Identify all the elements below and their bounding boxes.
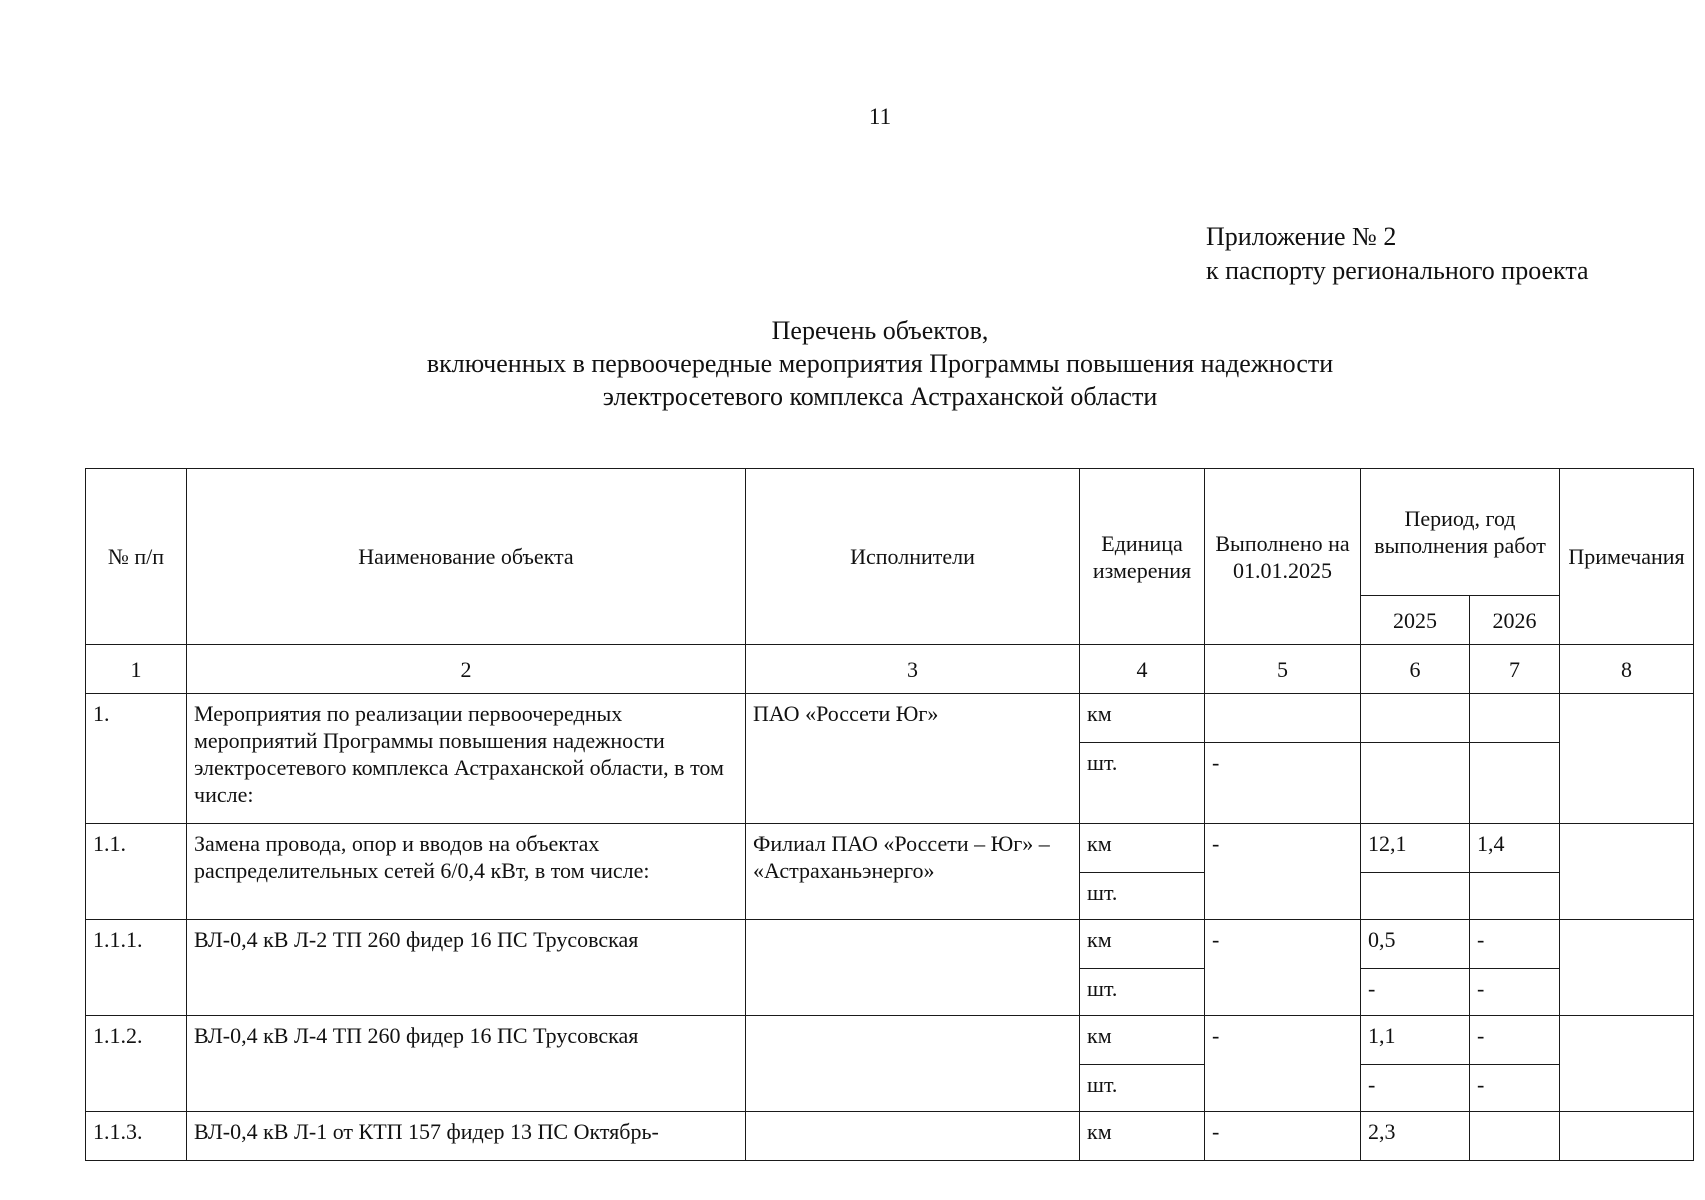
title-line-1: Перечень объектов, [771, 316, 989, 345]
column-number: 8 [1560, 645, 1694, 694]
row-2026-pcs: - [1470, 1065, 1560, 1112]
column-number: 5 [1205, 645, 1361, 694]
table-row [86, 694, 1694, 743]
header-period: Период, год выполнения работ [1361, 469, 1560, 596]
row-done: - [1205, 920, 1361, 1016]
row-name: ВЛ-0,4 кВ Л-2 ТП 260 фидер 16 ПС Трусовская [187, 920, 746, 1016]
appendix-line-1: Приложение № 2 [1206, 222, 1397, 251]
row-2026-km: - [1470, 1016, 1560, 1065]
row-executor [746, 1112, 1080, 1161]
row-2026-km [1470, 1112, 1560, 1161]
row-2025-pcs: - [1361, 969, 1470, 1016]
row-notes [1560, 920, 1694, 1016]
row-num: 1.1.3. [86, 1112, 187, 1161]
header-done: Выполнено на 01.01.2025 [1205, 469, 1361, 645]
row-2025-km: 0,5 [1361, 920, 1470, 969]
row-notes [1560, 1016, 1694, 1112]
row-unit-pcs: шт. [1080, 1065, 1205, 1112]
header-executors: Исполнители [746, 469, 1080, 645]
row-2025-km [1361, 694, 1470, 743]
column-number: 2 [187, 645, 746, 694]
row-name: ВЛ-0,4 кВ Л-1 от КТП 157 фидер 13 ПС Октябрь- [187, 1112, 746, 1161]
row-executor [746, 920, 1080, 1016]
row-unit-pcs: шт. [1080, 969, 1205, 1016]
row-done: - [1205, 824, 1361, 920]
row-notes [1560, 694, 1694, 824]
column-number: 3 [746, 645, 1080, 694]
row-done: - [1205, 1016, 1361, 1112]
row-2026-pcs [1470, 873, 1560, 920]
title-line-3: электросетевого комплекса Астраханской области [602, 382, 1158, 411]
appendix-note [1206, 220, 1589, 288]
appendix-line-2: к паспорту регионального проекта [1206, 256, 1589, 285]
row-2025-pcs [1361, 873, 1470, 920]
column-number: 4 [1080, 645, 1205, 694]
row-name: ВЛ-0,4 кВ Л-4 ТП 260 фидер 16 ПС Трусовская [187, 1016, 746, 1112]
header-year-2026: 2026 [1470, 596, 1560, 645]
table-row [86, 824, 1694, 873]
header-name: Наименование объекта [187, 469, 746, 645]
column-numbers-row [86, 645, 1694, 694]
row-num: 1.1. [86, 824, 187, 920]
title-line-2: включенных в первоочередные мероприятия Программы повышения надежности [426, 349, 1334, 378]
row-unit-km: км [1080, 1016, 1205, 1065]
row-executor: Филиал ПАО «Россети – Юг» – «Астраханьэнерго» [746, 824, 1080, 920]
row-done-pcs: - [1205, 743, 1361, 824]
row-unit-km: км [1080, 824, 1205, 873]
row-2026-pcs: - [1470, 969, 1560, 1016]
row-2026-km [1470, 694, 1560, 743]
row-2026-km: - [1470, 920, 1560, 969]
row-2025-pcs [1361, 743, 1470, 824]
row-num: 1. [86, 694, 187, 824]
objects-table [85, 468, 1694, 1161]
row-executor: ПАО «Россети Юг» [746, 694, 1080, 824]
row-done: - [1205, 1112, 1361, 1161]
table-row [86, 1112, 1694, 1161]
document-title [0, 314, 1705, 413]
table-header-row [86, 469, 1694, 596]
row-2026-pcs [1470, 743, 1560, 824]
row-executor [746, 1016, 1080, 1112]
column-number: 7 [1470, 645, 1560, 694]
row-2025-km: 12,1 [1361, 824, 1470, 873]
row-unit-km: км [1080, 1112, 1205, 1161]
row-2026-km: 1,4 [1470, 824, 1560, 873]
header-notes: Примечания [1560, 469, 1694, 645]
row-unit-km: км [1080, 694, 1205, 743]
row-name: Мероприятия по реализации первоочередных мероприятий Программы повышения надежности электросетевого комплекса Астраханской области, в том числе: [187, 694, 746, 824]
row-2025-km: 2,3 [1361, 1112, 1470, 1161]
table-row [86, 1016, 1694, 1065]
row-done-km [1205, 694, 1361, 743]
header-year-2025: 2025 [1361, 596, 1470, 645]
table-row [86, 920, 1694, 969]
row-2025-pcs: - [1361, 1065, 1470, 1112]
header-num: № п/п [86, 469, 187, 645]
row-notes [1560, 824, 1694, 920]
column-number: 6 [1361, 645, 1470, 694]
row-2025-km: 1,1 [1361, 1016, 1470, 1065]
row-num: 1.1.2. [86, 1016, 187, 1112]
row-unit-pcs: шт. [1080, 873, 1205, 920]
column-number: 1 [86, 645, 187, 694]
page-number: 11 [868, 104, 892, 129]
row-num: 1.1.1. [86, 920, 187, 1016]
row-unit-km: км [1080, 920, 1205, 969]
row-name: Замена провода, опор и вводов на объектах распределительных сетей 6/0,4 кВт, в том числе: [187, 824, 746, 920]
row-notes [1560, 1112, 1694, 1161]
row-unit-pcs: шт. [1080, 743, 1205, 824]
header-unit: Единица измерения [1080, 469, 1205, 645]
